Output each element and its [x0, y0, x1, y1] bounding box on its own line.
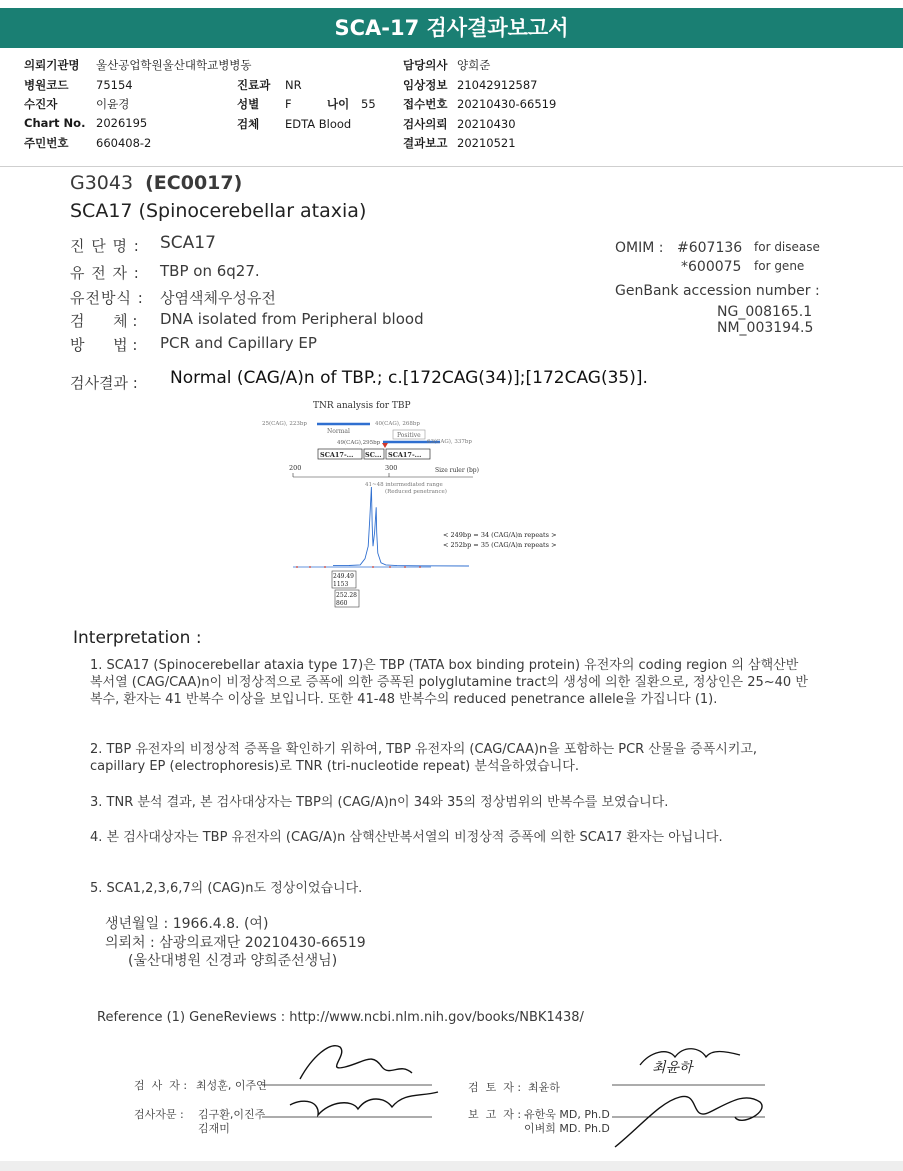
normal-left-label: 25(CAG), 223bp	[262, 421, 307, 427]
requester-doctor-note: (울산대병원 신경과 양희준선생님)	[128, 953, 338, 969]
tester-label: 검 사 자 :	[134, 1079, 188, 1092]
intermediate-range-1: 41~48 intermediated range	[365, 482, 443, 488]
diagnosis-value: SCA17	[160, 233, 216, 253]
advisor-value-1: 김구환,이진주	[198, 1108, 266, 1121]
diagnosis-label: 진 단 명 :	[70, 237, 140, 255]
age-row: 나이 55	[327, 97, 376, 111]
signature-graphics	[0, 167, 903, 1161]
receipt-row: 접수번호 20210430-66519	[403, 97, 557, 111]
specimen-row: 검체 EDTA Blood	[237, 117, 352, 131]
result-value: Normal (CAG/A)n of TBP.; c.[172CAG(34)];[172CAG(35)].	[170, 368, 648, 388]
bin-label-2: SC...	[365, 451, 382, 459]
advisor-signature	[290, 1092, 438, 1115]
intermediate-range-2: (Reduced penetrance)	[385, 489, 447, 495]
interpretation-item-3: 3. TNR 분석 결과, 본 검사대상자는 TBP의 (CAG/A)n이 34와 35의 정상범위의 반복수를 보였습니다.	[90, 795, 669, 810]
reporter-signature	[615, 1096, 762, 1147]
method-label: 방 법 :	[70, 336, 138, 354]
interpretation-item-2: 2. TBP 유전자의 비정상적 증폭을 확인하기 위하여, TBP 유전자의 (CAG/CAA)n을 포함하는 PCR 산물을 증폭시키고, capillary EP (electrophoresis)로 TNR (tri-nucleotide repeat) 분석을하였습니다.	[90, 742, 758, 774]
reference-text: Reference (1) GeneReviews : http://www.ncbi.nlm.nih.gov/books/NBK1438/	[97, 1010, 584, 1025]
peak-2-height: 860	[336, 600, 348, 607]
omim-disease: #607136	[677, 240, 743, 256]
ruler-label: Size ruler (bp)	[435, 467, 479, 474]
method-value: PCR and Capillary EP	[160, 334, 317, 352]
reviewer-label: 검 토 자 :	[468, 1081, 522, 1094]
peak-1-size: 249.49	[333, 573, 354, 580]
reporter-value-2: 이벼희 MD. Ph.D	[524, 1122, 610, 1135]
dept-row: 진료과 NR	[237, 78, 302, 92]
omim-label: OMIM :	[615, 240, 664, 256]
gene-value: TBP on 6q27.	[160, 262, 260, 280]
result-label: 검사결과 :	[70, 374, 138, 392]
positive-right-label: 63(CAG), 337bp	[427, 439, 472, 445]
clinical-row: 임상정보 21042912587	[403, 78, 538, 92]
advisor-value-2: 김재미	[198, 1122, 230, 1135]
genbank-nm: NM_003194.5	[717, 320, 814, 336]
genbank-label: GenBank accession number :	[615, 283, 820, 299]
bin-label-3: SCA17-...	[388, 451, 422, 459]
hospcode-row: 병원코드 75154	[24, 78, 133, 92]
gene-label: 유 전 자 :	[70, 264, 140, 282]
figure-title: TNR analysis for TBP	[313, 401, 411, 411]
repeat-note-252: < 252bp = 35 (CAG/A)n repeats >	[443, 541, 557, 549]
test-code: G3043 (EC0017)	[70, 172, 243, 194]
tester-value: 최성훈, 이주연	[196, 1079, 267, 1092]
bin-label-1: SCA17-...	[320, 451, 354, 459]
birth-date-note: 생년월일 : 1966.4.8. (여)	[105, 916, 269, 932]
interpretation-heading: Interpretation :	[73, 628, 202, 648]
report-title: SCA-17 검사결과보고서	[334, 16, 569, 40]
interpretation-item-5: 5. SCA1,2,3,6,7의 (CAG)n도 정상이었습니다.	[90, 881, 363, 896]
normal-range-label: Normal	[327, 428, 350, 435]
inheritance-value: 상염색체우성유전	[160, 289, 276, 307]
normal-right-label: 40(CAG), 268bp	[375, 421, 420, 427]
request-row: 검사의뢰 20210430	[403, 117, 516, 131]
omim-gene-for: for gene	[754, 259, 805, 273]
reporter-label: 보 고 자 :	[468, 1108, 522, 1121]
sex-row: 성별 F	[237, 97, 292, 111]
omim-gene: *600075	[681, 259, 742, 275]
interpretation-item-1: 1. SCA17 (Spinocerebellar ataxia type 17)은 TBP (TATA box binding protein) 유전자의 coding region 의 삼핵산반복서열 (CAG/CAA)n이 비정상적으로 증폭에 의한 증폭된 polyglutamine tract의 생성에 의한 질환으로, 정상인은 25~40 반복수, 환자는 41 반복수 이상을 보입니다. 또한 41-48 반복수의 reduced penetrance allele을 가집니다 (1).	[90, 658, 808, 707]
scanned-report	[0, 167, 903, 1161]
positive-range-label: Positive	[397, 432, 421, 439]
genbank-ng: NG_008165.1	[717, 304, 813, 320]
peak-1-height: 1153	[333, 581, 349, 588]
report-title-bar	[0, 8, 903, 48]
test-name: SCA17 (Spinocerebellar ataxia)	[70, 200, 367, 222]
interpretation-item-4: 4. 본 검사대상자는 TBP 유전자의 (CAG/A)n 삼핵산반복서열의 비정상적 증폭에 의한 SCA17 환자는 아닙니다.	[90, 830, 723, 845]
reviewer-value: 최윤하	[528, 1081, 560, 1094]
requester-note: 의뢰처 : 삼광의료재단 20210430-66519	[105, 935, 366, 951]
chart-row: Chart No. 2026195	[24, 116, 148, 130]
id-row: 주민번호 660408-2	[24, 136, 152, 150]
reviewer-handwritten-name: 최윤하	[652, 1060, 693, 1076]
reporter-value-1: 유한욱 MD, Ph.D	[524, 1108, 610, 1121]
report-date-row: 결과보고 20210521	[403, 136, 516, 150]
inheritance-label: 유전방식 :	[70, 289, 144, 307]
tester-signature	[300, 1046, 412, 1079]
hospital-row: 의뢰기관명 울산공업학원울산대학교병병동	[24, 58, 252, 72]
repeat-note-249: < 249bp = 34 (CAG/A)n repeats >	[443, 531, 557, 539]
tick-label-300: 300	[385, 464, 398, 472]
peak-2-size: 252.28	[336, 592, 357, 599]
advisor-label: 검사자문 :	[134, 1108, 184, 1121]
patient-row: 수진자 이윤경	[24, 97, 130, 111]
specimen-value: DNA isolated from Peripheral blood	[160, 310, 424, 328]
omim-disease-for: for disease	[754, 240, 820, 254]
report-header	[0, 48, 903, 167]
specimen-label: 검 체 :	[70, 312, 138, 330]
bottom-strip	[0, 1161, 903, 1171]
tick-label-200: 200	[289, 464, 302, 472]
doctor-row: 담당의사 양희준	[403, 58, 491, 72]
positive-left-label: 49(CAG),295bp	[337, 440, 381, 446]
